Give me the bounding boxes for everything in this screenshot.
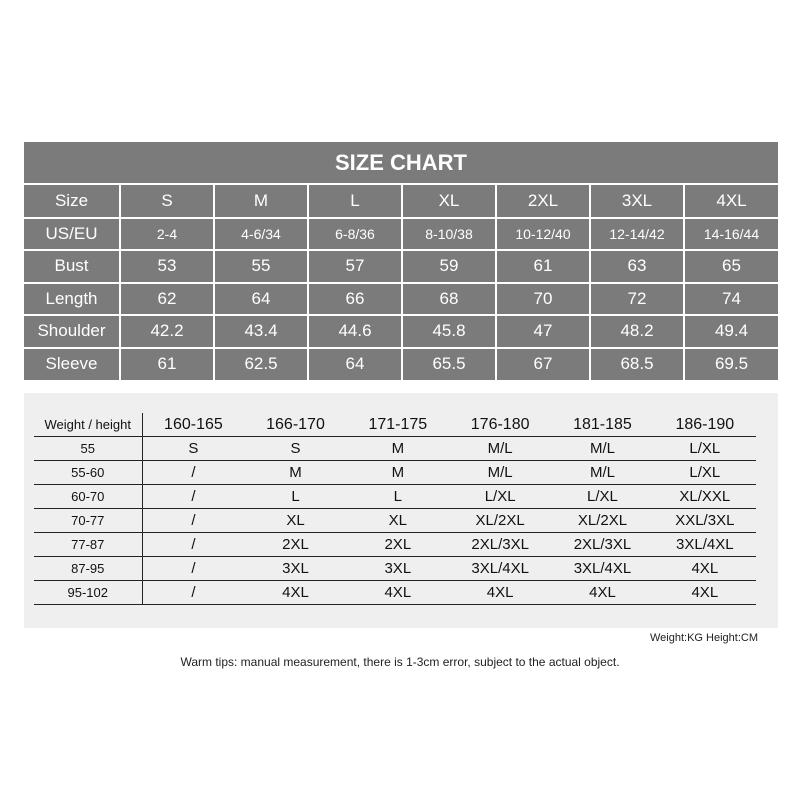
size-chart-cell: 62: [120, 283, 214, 316]
size-chart-cell: 70: [496, 283, 590, 316]
size-chart-cell: 43.4: [214, 315, 308, 348]
size-chart-row-label: Bust: [24, 250, 120, 283]
weight-height-cell: 176-180: [449, 413, 551, 437]
weight-height-row-label: 95-102: [34, 580, 142, 604]
size-chart-cell: 64: [214, 283, 308, 316]
size-chart-row-label: Shoulder: [24, 315, 120, 348]
size-chart-cell: 62.5: [214, 348, 308, 381]
size-chart-row: [24, 283, 778, 316]
size-chart-cell: 65: [684, 250, 778, 283]
weight-height-cell: /: [142, 532, 244, 556]
size-chart-cell: 67: [496, 348, 590, 381]
size-chart-cell: 3XL: [590, 185, 684, 218]
weight-height-cell: /: [142, 509, 244, 533]
weight-height-row: [34, 556, 756, 580]
weight-height-row-label: 55: [34, 437, 142, 461]
size-chart-cell: 47: [496, 315, 590, 348]
weight-height-cell: /: [142, 461, 244, 485]
size-chart-cell: 45.8: [402, 315, 496, 348]
size-chart-cell: 59: [402, 250, 496, 283]
weight-height-cell: L/XL: [551, 485, 653, 509]
weight-height-cell: XL: [244, 509, 346, 533]
weight-height-cell: 2XL/3XL: [551, 532, 653, 556]
size-chart-cell: 10-12/40: [496, 218, 590, 251]
weight-height-row-label: 77-87: [34, 532, 142, 556]
weight-height-cell: 4XL: [347, 580, 449, 604]
weight-height-cell: 3XL/4XL: [449, 556, 551, 580]
weight-height-cell: 4XL: [654, 580, 756, 604]
weight-height-header-label: Weight / height: [34, 413, 142, 437]
weight-height-cell: 4XL: [551, 580, 653, 604]
weight-height-cell: S: [142, 437, 244, 461]
units-note: Weight:KG Height:CM: [649, 632, 758, 644]
size-chart-cell: 2XL: [496, 185, 590, 218]
weight-height-cell: M: [244, 461, 346, 485]
size-chart: [24, 142, 778, 380]
size-chart-cell: 14-16/44: [684, 218, 778, 251]
weight-height-row-label: 70-77: [34, 509, 142, 533]
weight-height-cell: 4XL: [244, 580, 346, 604]
size-chart-row: [24, 218, 778, 251]
weight-height-cell: L/XL: [449, 485, 551, 509]
weight-height-cell: S: [244, 437, 346, 461]
size-chart-cell: S: [120, 185, 214, 218]
weight-height-cell: M/L: [449, 461, 551, 485]
weight-height-cell: 2XL: [244, 532, 346, 556]
weight-height-cell: /: [142, 485, 244, 509]
weight-height-cell: /: [142, 580, 244, 604]
size-chart-cell: 48.2: [590, 315, 684, 348]
size-chart-row: [24, 250, 778, 283]
size-chart-cell: 44.6: [308, 315, 402, 348]
weight-height-cell: XL/XXL: [654, 485, 756, 509]
weight-height-row: [34, 437, 756, 461]
weight-height-cell: L/XL: [654, 461, 756, 485]
size-chart-cell: 64: [308, 348, 402, 381]
size-chart-cell: 68.5: [590, 348, 684, 381]
weight-height-cell: 3XL: [347, 556, 449, 580]
weight-height-cell: 3XL/4XL: [654, 532, 756, 556]
weight-height-row-label: 60-70: [34, 485, 142, 509]
size-chart-cell: 66: [308, 283, 402, 316]
weight-height-cell: L/XL: [654, 437, 756, 461]
size-chart-row: [24, 348, 778, 381]
weight-height-cell: 4XL: [449, 580, 551, 604]
size-chart-cell: M: [214, 185, 308, 218]
weight-height-cell: M: [347, 437, 449, 461]
weight-height-cell: 171-175: [347, 413, 449, 437]
warm-tips: Warm tips: manual measurement, there is 1-3cm error, subject to the actual object.: [180, 655, 620, 669]
weight-height-row: [34, 485, 756, 509]
size-chart-cell: 61: [120, 348, 214, 381]
size-chart-cell: 63: [590, 250, 684, 283]
size-chart-row: [24, 185, 778, 218]
weight-height-cell: XXL/3XL: [654, 509, 756, 533]
weight-height-cell: M/L: [551, 461, 653, 485]
size-chart-cell: 6-8/36: [308, 218, 402, 251]
size-chart-cell: 8-10/38: [402, 218, 496, 251]
weight-height-cell: 3XL/4XL: [551, 556, 653, 580]
weight-height-row: [34, 461, 756, 485]
weight-height-header: [34, 413, 756, 437]
size-chart-title: SIZE CHART: [24, 142, 778, 185]
size-chart-cell: 42.2: [120, 315, 214, 348]
weight-height-cell: 166-170: [244, 413, 346, 437]
weight-height-cell: XL/2XL: [449, 509, 551, 533]
weight-height-row-label: 55-60: [34, 461, 142, 485]
size-chart-cell: 53: [120, 250, 214, 283]
weight-height-cell: M/L: [551, 437, 653, 461]
weight-height-cell: 160-165: [142, 413, 244, 437]
size-chart-row-label: Size: [24, 185, 120, 218]
weight-height-cell: 181-185: [551, 413, 653, 437]
weight-height-cell: XL: [347, 509, 449, 533]
weight-height-cell: 186-190: [654, 413, 756, 437]
weight-height-cell: 4XL: [654, 556, 756, 580]
size-chart-cell: 69.5: [684, 348, 778, 381]
weight-height-row: [34, 509, 756, 533]
size-chart-cell: 68: [402, 283, 496, 316]
weight-height-cell: XL/2XL: [551, 509, 653, 533]
weight-height-row: [34, 532, 756, 556]
size-chart-row-label: US/EU: [24, 218, 120, 251]
size-chart-table: [24, 185, 778, 380]
size-chart-cell: 61: [496, 250, 590, 283]
size-chart-cell: XL: [402, 185, 496, 218]
size-chart-cell: 12-14/42: [590, 218, 684, 251]
size-chart-cell: 74: [684, 283, 778, 316]
size-chart-cell: L: [308, 185, 402, 218]
weight-height-table: [34, 413, 756, 605]
weight-height-row-label: 87-95: [34, 556, 142, 580]
weight-height-cell: 2XL/3XL: [449, 532, 551, 556]
size-chart-cell: 72: [590, 283, 684, 316]
size-chart-cell: 4XL: [684, 185, 778, 218]
weight-height-cell: 2XL: [347, 532, 449, 556]
weight-height-cell: M: [347, 461, 449, 485]
size-chart-row: [24, 315, 778, 348]
size-chart-cell: 65.5: [402, 348, 496, 381]
weight-height-panel: [24, 393, 778, 628]
weight-height-cell: /: [142, 556, 244, 580]
weight-height-row: [34, 580, 756, 604]
weight-height-cell: M/L: [449, 437, 551, 461]
size-chart-cell: 4-6/34: [214, 218, 308, 251]
size-chart-row-label: Sleeve: [24, 348, 120, 381]
size-chart-row-label: Length: [24, 283, 120, 316]
weight-height-cell: L: [347, 485, 449, 509]
size-chart-cell: 57: [308, 250, 402, 283]
weight-height-cell: L: [244, 485, 346, 509]
size-chart-cell: 49.4: [684, 315, 778, 348]
size-chart-cell: 55: [214, 250, 308, 283]
weight-height-cell: 3XL: [244, 556, 346, 580]
size-chart-cell: 2-4: [120, 218, 214, 251]
